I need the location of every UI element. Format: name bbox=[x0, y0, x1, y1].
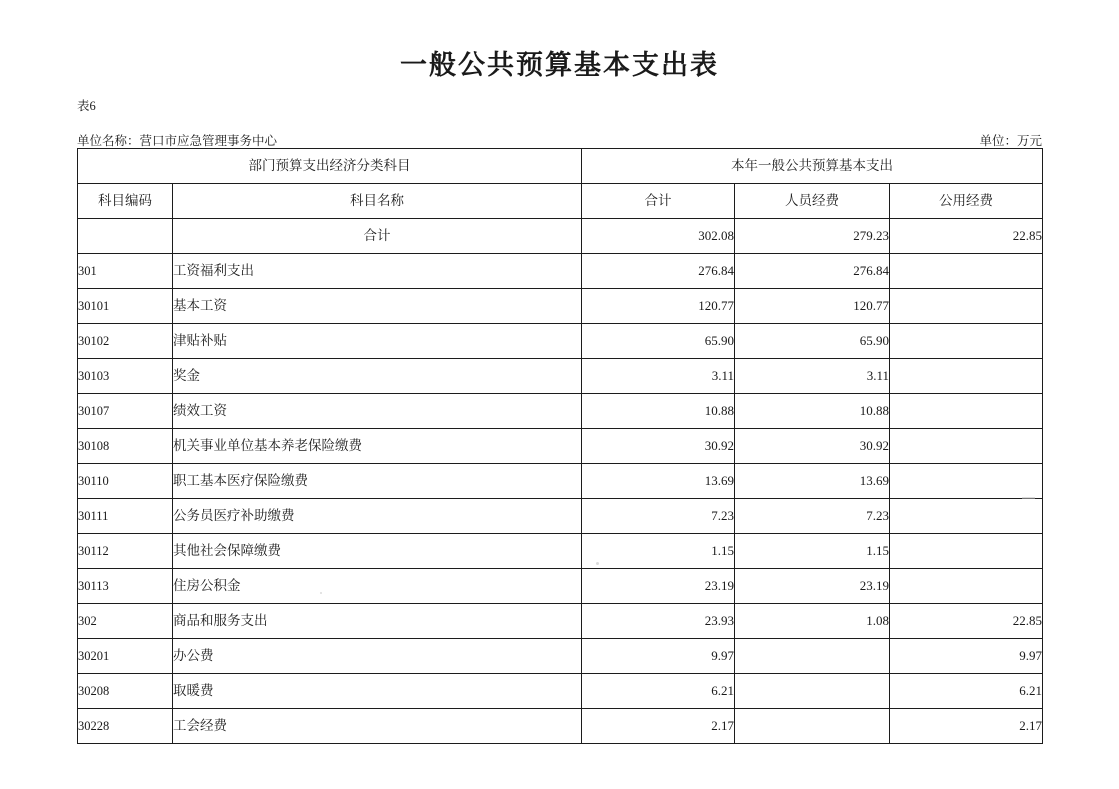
cell-personnel bbox=[735, 674, 890, 709]
cell-code: 30113 bbox=[78, 569, 173, 604]
cell-public: 9.97 bbox=[890, 639, 1043, 674]
cell-name: 其他社会保障缴费 bbox=[173, 534, 582, 569]
column-header-code: 科目编码 bbox=[78, 184, 173, 219]
cell-name: 商品和服务支出 bbox=[173, 604, 582, 639]
cell-total: 3.11 bbox=[582, 359, 735, 394]
cell-personnel: 65.90 bbox=[735, 324, 890, 359]
cell-name: 工会经费 bbox=[173, 709, 582, 744]
cell-code: 30108 bbox=[78, 429, 173, 464]
table-row bbox=[78, 604, 1043, 639]
cell-name: 公务员医疗补助缴费 bbox=[173, 499, 582, 534]
cell-name: 津贴补贴 bbox=[173, 324, 582, 359]
cell-personnel: 1.08 bbox=[735, 604, 890, 639]
table-column-header-row bbox=[78, 184, 1043, 219]
column-header-personnel: 人员经费 bbox=[735, 184, 890, 219]
table-head bbox=[78, 149, 1043, 219]
cell-name: 奖金 bbox=[173, 359, 582, 394]
cell-public bbox=[890, 464, 1043, 499]
cell-total: 120.77 bbox=[582, 289, 735, 324]
table-row bbox=[78, 709, 1043, 744]
cell-name: 职工基本医疗保险缴费 bbox=[173, 464, 582, 499]
group-header-economic-classification: 部门预算支出经济分类科目 bbox=[78, 149, 582, 184]
cell-public: 6.21 bbox=[890, 674, 1043, 709]
cell-public: 2.17 bbox=[890, 709, 1043, 744]
cell-personnel: 1.15 bbox=[735, 534, 890, 569]
cell-personnel: 7.23 bbox=[735, 499, 890, 534]
table-group-header-row bbox=[78, 149, 1043, 184]
table-row bbox=[78, 534, 1043, 569]
cell-code: 30101 bbox=[78, 289, 173, 324]
cell-total: 10.88 bbox=[582, 394, 735, 429]
cell-total: 6.21 bbox=[582, 674, 735, 709]
cell-personnel: 13.69 bbox=[735, 464, 890, 499]
table-row bbox=[78, 324, 1043, 359]
page-title: 一般公共预算基本支出表 bbox=[400, 50, 719, 80]
cell-personnel: 120.77 bbox=[735, 289, 890, 324]
table-row bbox=[78, 289, 1043, 324]
cell-public bbox=[890, 324, 1043, 359]
cell-name: 基本工资 bbox=[173, 289, 582, 324]
cell-public bbox=[890, 394, 1043, 429]
cell-total: 13.69 bbox=[582, 464, 735, 499]
cell-public bbox=[890, 499, 1043, 534]
cell-personnel: 10.88 bbox=[735, 394, 890, 429]
column-header-name: 科目名称 bbox=[173, 184, 582, 219]
cell-name: 取暖费 bbox=[173, 674, 582, 709]
cell-total: 1.15 bbox=[582, 534, 735, 569]
cell-public bbox=[890, 569, 1043, 604]
cell-code: 30110 bbox=[78, 464, 173, 499]
cell-total: 23.93 bbox=[582, 604, 735, 639]
cell-public: 22.85 bbox=[890, 604, 1043, 639]
table-row bbox=[78, 569, 1043, 604]
table-body bbox=[78, 219, 1043, 744]
table-row bbox=[78, 254, 1043, 289]
cell-personnel bbox=[735, 639, 890, 674]
cell-name: 机关事业单位基本养老保险缴费 bbox=[173, 429, 582, 464]
cell-personnel: 30.92 bbox=[735, 429, 890, 464]
budget-table bbox=[77, 148, 1043, 744]
cell-public bbox=[890, 429, 1043, 464]
cell-name: 绩效工资 bbox=[173, 394, 582, 429]
cell-total: 7.23 bbox=[582, 499, 735, 534]
cell-name: 工资福利支出 bbox=[173, 254, 582, 289]
cell-code: 30107 bbox=[78, 394, 173, 429]
cell-name: 合计 bbox=[173, 219, 582, 254]
cell-total: 65.90 bbox=[582, 324, 735, 359]
cell-public bbox=[890, 289, 1043, 324]
cell-public bbox=[890, 359, 1043, 394]
cell-code: 301 bbox=[78, 254, 173, 289]
cell-code: 30102 bbox=[78, 324, 173, 359]
cell-code: 30111 bbox=[78, 499, 173, 534]
cell-code bbox=[78, 219, 173, 254]
cell-public: 22.85 bbox=[890, 219, 1043, 254]
cell-personnel: 23.19 bbox=[735, 569, 890, 604]
group-header-basic-expenditure: 本年一般公共预算基本支出 bbox=[582, 149, 1043, 184]
table-row bbox=[78, 394, 1043, 429]
table-row bbox=[78, 674, 1043, 709]
cell-personnel bbox=[735, 709, 890, 744]
cell-public bbox=[890, 254, 1043, 289]
cell-personnel: 3.11 bbox=[735, 359, 890, 394]
cell-total: 2.17 bbox=[582, 709, 735, 744]
cell-code: 302 bbox=[78, 604, 173, 639]
table-row bbox=[78, 219, 1043, 254]
table-row bbox=[78, 429, 1043, 464]
cell-code: 30103 bbox=[78, 359, 173, 394]
cell-personnel: 276.84 bbox=[735, 254, 890, 289]
cell-name: 办公费 bbox=[173, 639, 582, 674]
column-header-total: 合计 bbox=[582, 184, 735, 219]
scan-artifact bbox=[596, 562, 599, 565]
table-number: 表6 bbox=[77, 99, 96, 113]
unit-name-block bbox=[77, 131, 277, 149]
cell-personnel: 279.23 bbox=[735, 219, 890, 254]
table-row bbox=[78, 464, 1043, 499]
cell-total: 23.19 bbox=[582, 569, 735, 604]
cell-total: 302.08 bbox=[582, 219, 735, 254]
cell-name: 住房公积金 bbox=[173, 569, 582, 604]
scan-artifact bbox=[320, 592, 322, 594]
cell-code: 30228 bbox=[78, 709, 173, 744]
cell-code: 30208 bbox=[78, 674, 173, 709]
table-row bbox=[78, 639, 1043, 674]
unit-name-value: 营口市应急管理事务中心 bbox=[139, 134, 278, 148]
cell-total: 9.97 bbox=[582, 639, 735, 674]
table-row bbox=[78, 499, 1043, 534]
cell-total: 276.84 bbox=[582, 254, 735, 289]
unit-name-label: 单位名称： bbox=[77, 134, 140, 148]
scan-artifact bbox=[1022, 497, 1035, 499]
table-row bbox=[78, 359, 1043, 394]
cell-public bbox=[890, 534, 1043, 569]
cell-total: 30.92 bbox=[582, 429, 735, 464]
cell-code: 30201 bbox=[78, 639, 173, 674]
cell-code: 30112 bbox=[78, 534, 173, 569]
amount-unit: 单位：万元 bbox=[979, 134, 1042, 148]
column-header-public: 公用经费 bbox=[890, 184, 1043, 219]
